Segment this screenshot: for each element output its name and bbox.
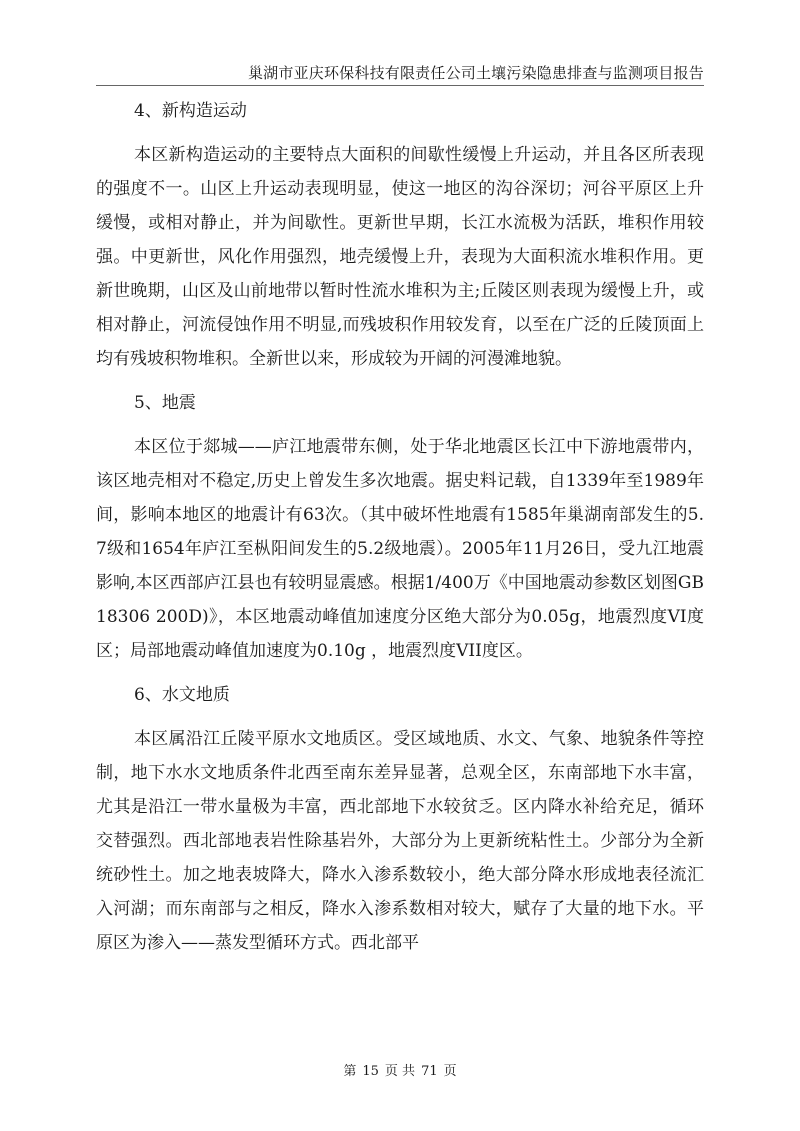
total-pages: 71 <box>421 1064 438 1079</box>
section-heading-hydrogeology: 6、水文地质 <box>134 685 230 705</box>
section-heading-earthquake: 5、地震 <box>134 393 196 413</box>
section-heading-neotectonics: 4、新构造运动 <box>134 101 247 121</box>
page-number: 15 <box>362 1064 379 1079</box>
page-footer <box>0 1060 800 1079</box>
paragraph-neotectonics: 本区新构造运动的主要特点大面积的间歇性缓慢上升运动，并且各区所表现的强度不一。山区上升运动表现明显，使这一地区的沟谷深切；河谷平原区上升缓慢，或相对静止，并为间歇性。更新世早期，长江水流极为活跃，堆积作用较强。中更新世，风化作用强烈，地壳缓慢上升，表现为大面积流水堆积作用。更新世晚期，山区及山前地带以暂时性流水堆积为主;丘陵区则表现为缓慢上升，或相对静止，河流侵蚀作用不明显,而残坡积作用较发育，以至在广泛的丘陵顶面上均有残坡积物堆积。全新世以来，形成较为开阔的河漫滩地貌。 <box>96 145 704 369</box>
footer-middle: 页 共 <box>384 1064 416 1079</box>
paragraph-hydrogeology: 本区属沿江丘陵平原水文地质区。受区域地质、水文、气象、地貌条件等控制，地下水水文地质条件北西至南东差异显著，总观全区，东南部地下水丰富，尤其是沿江一带水量极为丰富，西北部地下水较贫乏。区内降水补给充足，循环交替强烈。西北部地表岩性除基岩外，大部分为上更新统粘性土。少部分为全新统砂性土。加之地表坡降大，降水入渗系数较小，绝大部分降水形成地表径流汇入河湖；而东南部与之相反，降水入渗系数相对较大，赋存了大量的地下水。平原区为渗入——蒸发型循环方式。西北部平 <box>96 729 704 953</box>
footer-prefix: 第 <box>343 1064 357 1079</box>
footer-suffix: 页 <box>443 1064 457 1079</box>
document-body <box>96 94 704 960</box>
paragraph-earthquake: 本区位于郯城——庐江地震带东侧，处于华北地震区长江中下游地震带内，该区地壳相对不稳定,历史上曾发生多次地震。据史料记载，自1339年至1989年间，影响本地区的地震计有63次。（其中破坏性地震有1585年巢湖南部发生的5.7级和1654年庐江至枞阳间发生的5.2级地震）。2005年11月26日，受九江地震影响,本区西部庐江县也有较明显震感。根据1/400万《中国地震动参数区划图GB18306 200D)》，本区地震动峰值加速度分区绝大部分为0.05g，地震烈度VI度区；局部地震动峰值加速度为0.10g ，地震烈度VII度区。 <box>96 437 704 661</box>
report-header-title: 巢湖市亚庆环保科技有限责任公司土壤污染隐患排查与监测项目报告 <box>247 64 704 82</box>
header-divider <box>96 85 704 86</box>
